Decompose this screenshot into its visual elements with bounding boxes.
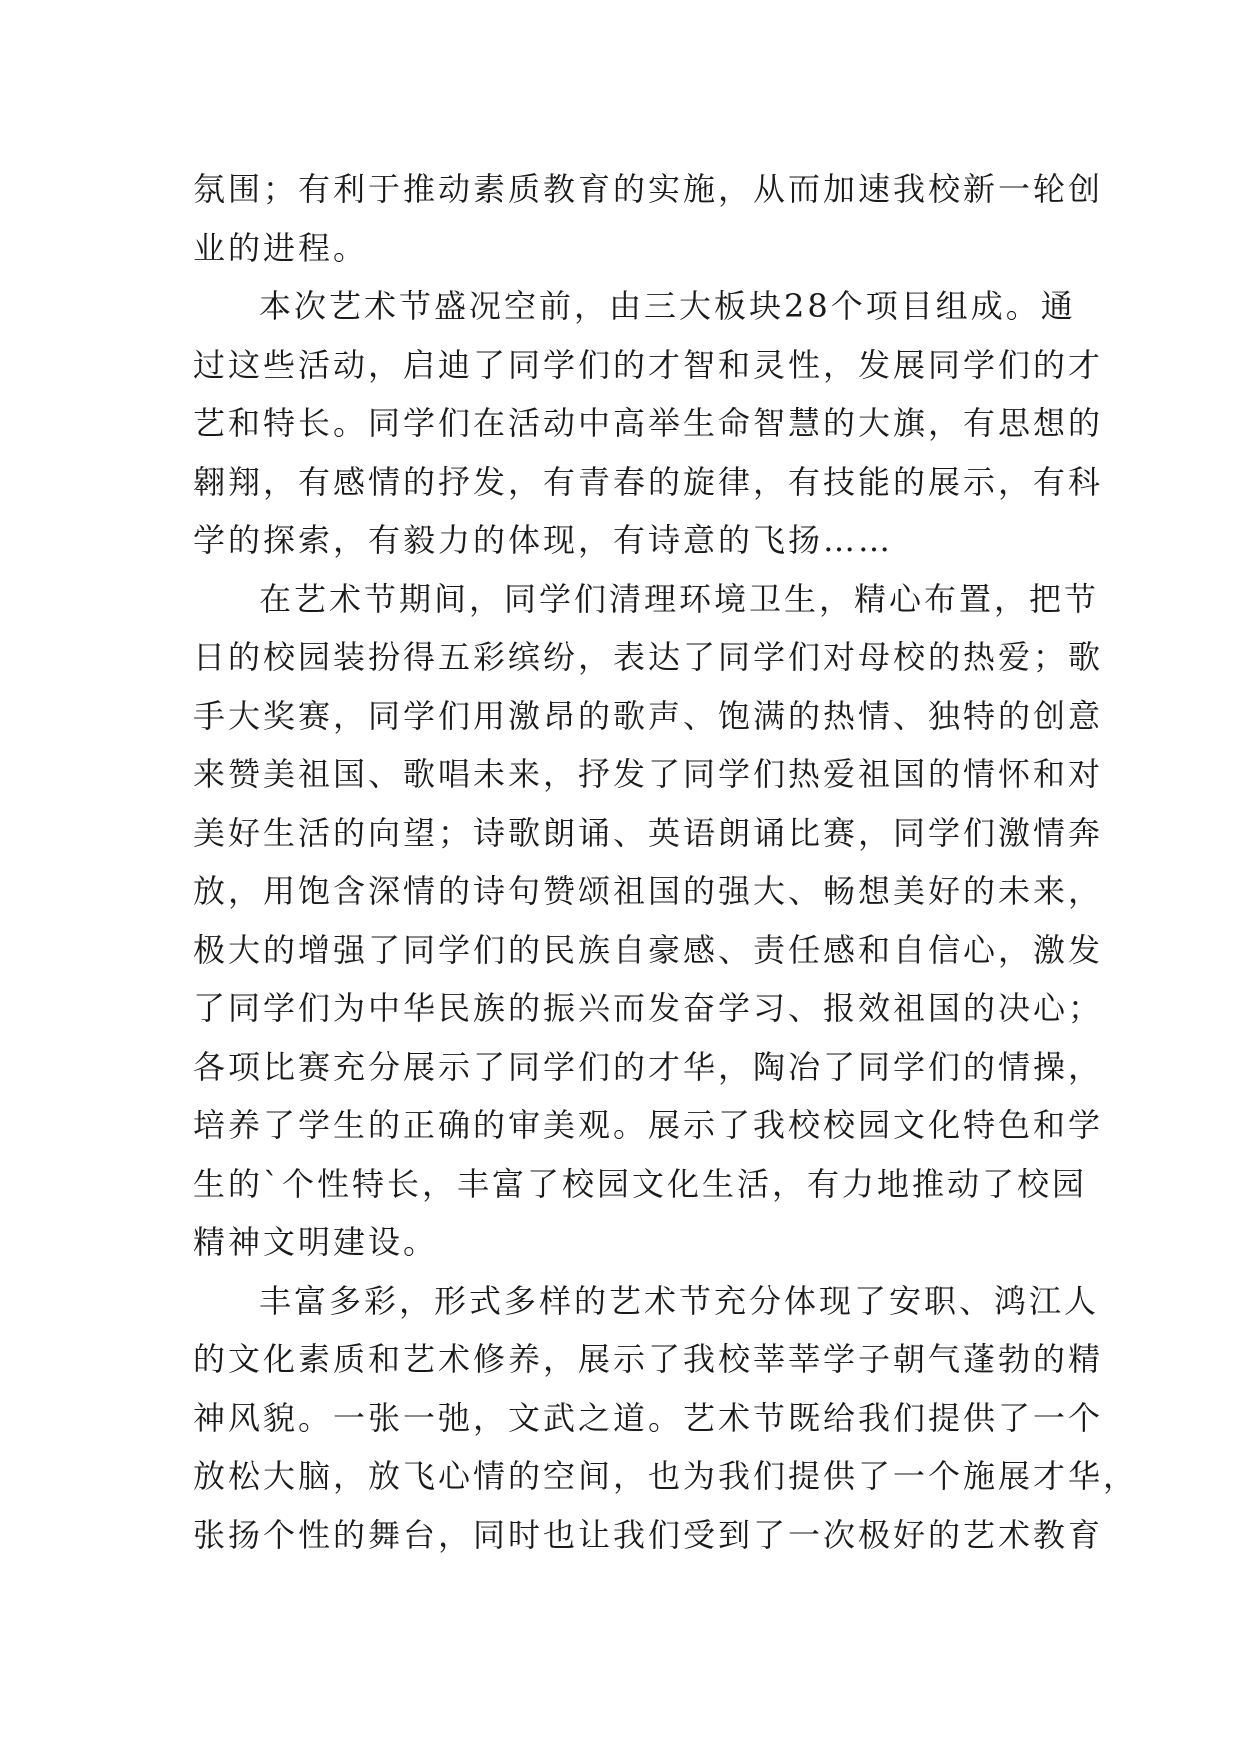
text-line: 氛围；有利于推动素质教育的实施，从而加速我校新一轮创 bbox=[193, 170, 1104, 208]
text-line: 本次艺术节盛况空前，由三大板块28个项目组成。通 bbox=[259, 287, 1076, 325]
text-line: 艺和特长。同学们在活动中高举生命智慧的大旗，有思想的 bbox=[193, 404, 1104, 442]
text-line: 各项比赛充分展示了同学们的才华，陶冶了同学们的情操， bbox=[193, 1047, 1104, 1086]
text-line: 来赞美祖国、歌唱未来，抒发了同学们热爱祖国的情怀和对 bbox=[193, 755, 1104, 793]
text-line: 业的进程。 bbox=[193, 228, 369, 267]
paragraph bbox=[193, 277, 1104, 570]
text-line: 神风貌。一张一弛，文武之道。艺术节既给我们提供了一个 bbox=[193, 1398, 1104, 1437]
text-line: 的文化素质和艺术修养，展示了我校莘莘学子朝气蓬勃的精 bbox=[193, 1340, 1104, 1378]
text-line: 翱翔，有感情的抒发，有青春的旋律，有技能的展示，有科 bbox=[193, 462, 1104, 501]
paragraph bbox=[193, 1272, 1139, 1565]
text-line: 培养了学生的正确的审美观。展示了我校校园文化特色和学 bbox=[193, 1106, 1104, 1144]
text-line: 生的`个性特长，丰富了校园文化生活，有力地推动了校园 bbox=[193, 1164, 1088, 1203]
text-line: 过这些活动，启迪了同学们的才智和灵性，发展同学们的才 bbox=[193, 345, 1104, 384]
text-line: 在艺术节期间，同学们清理环境卫生，精心布置，把节 bbox=[259, 579, 1100, 618]
text-line: 放松大脑，放飞心情的空间，也为我们提供了一个施展才华， bbox=[193, 1457, 1139, 1495]
text-line: 手大奖赛，同学们用激昂的歌声、饱满的热情、独特的创意 bbox=[193, 696, 1104, 735]
text-line: 丰富多彩，形式多样的艺术节充分体现了安职、鸿江人 bbox=[259, 1281, 1100, 1320]
text-line: 张扬个性的舞台，同时也让我们受到了一次极好的艺术教育 bbox=[193, 1515, 1104, 1554]
document-body bbox=[193, 160, 1139, 1564]
text-line: 日的校园装扮得五彩缤纷，表达了同学们对母校的热爱；歌 bbox=[193, 638, 1104, 676]
text-line: 美好生活的向望；诗歌朗诵、英语朗诵比赛，同学们激情奔 bbox=[193, 813, 1104, 852]
paragraph bbox=[193, 570, 1104, 1272]
text-line: 学的探索，有毅力的体现，有诗意的飞扬…… bbox=[193, 521, 894, 559]
text-line: 了同学们为中华民族的振兴而发奋学习、报效祖国的决心； bbox=[193, 989, 1104, 1027]
text-line: 精神文明建设。 bbox=[193, 1223, 439, 1261]
text-line: 放，用饱含深情的诗句赞颂祖国的强大、畅想美好的未来， bbox=[193, 872, 1104, 910]
paragraph bbox=[193, 160, 1104, 277]
text-line: 极大的增强了同学们的民族自豪感、责任感和自信心，激发 bbox=[193, 930, 1104, 969]
